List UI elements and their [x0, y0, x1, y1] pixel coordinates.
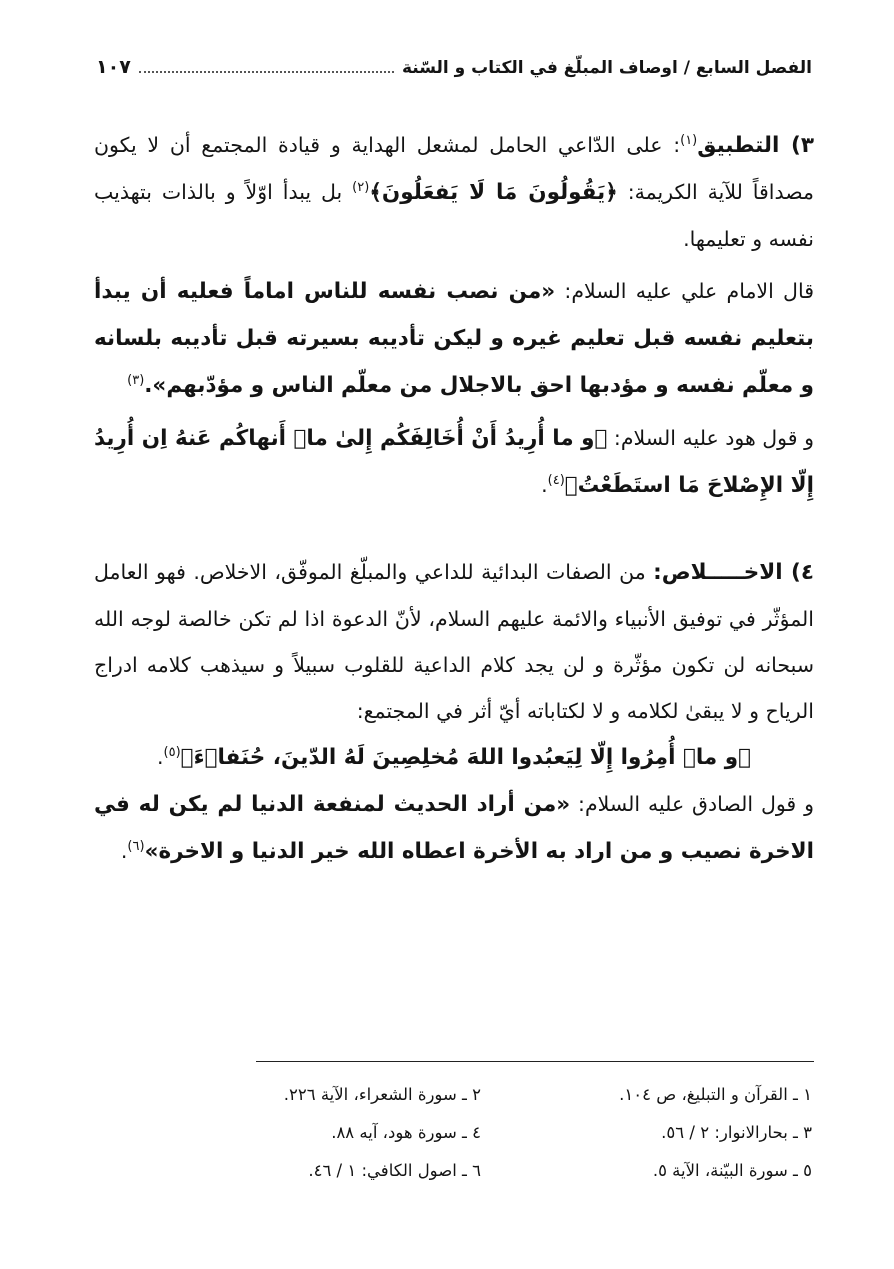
- footnote-ref-6: (٦): [127, 839, 145, 855]
- paragraph-text: بل يبدأ اوّلاً و بالذات بتهذيب نفسه و تعليمها.: [94, 180, 814, 251]
- paragraph-text: : على الدّاعي الحامل لمشعل الهداية و قيادة المجتمع أن لا يكون مصداقاً للآية الكريمة:: [94, 133, 814, 204]
- leader-dots: [139, 61, 394, 73]
- footnote-ref-2: (٢): [352, 180, 370, 196]
- quran-quote: ﴿يَقُولُونَ مَا لَا يَفعَلُونَ﴾: [369, 180, 618, 205]
- footnote-3: ٣ ـ بحارالانوار: ٢ / ٥٦.: [661, 1123, 812, 1142]
- footnote-ref-1: (١): [680, 133, 698, 149]
- quote-intro: و قول الصادق عليه السلام:: [570, 792, 815, 816]
- paragraph-sadiq: [94, 781, 814, 875]
- paragraph-bayyina: [94, 734, 814, 781]
- paragraph-sincerity: [94, 549, 814, 734]
- page-number: ١٠٧: [96, 56, 131, 78]
- chapter-title: الفصل السابع / اوصاف المبلّغ في الكتاب و السّنة: [401, 58, 812, 78]
- paragraph-imam-ali: [94, 268, 814, 409]
- footnote-6: ٦ ـ اصول الكافي: ١ / ٤٦.: [308, 1161, 481, 1180]
- footnote-ref-5: (٥): [163, 745, 181, 761]
- full-stop: .: [541, 473, 548, 497]
- full-stop: .: [120, 839, 128, 863]
- footnote-ref-4: (٤): [547, 473, 565, 489]
- paragraph-text: من الصفات البدائية للداعي والمبلّغ الموفّق، الاخلاص. فهو العامل المؤثّر في توفيق الأنبياء والائمة عليهم السلام، لأنّ الدعوة اذا لم تكن خالصة لوجه الله سبحانه لن تكون مؤثّرة و لن يجد كلام الداعية للقلوب سبيلاً و سيذهب كلامه ادراج الرياح و لا يبقىٰ لكلامه و لا لكتاباته أيّ أثر في المجتمع:: [94, 560, 814, 723]
- quran-quote: ﴿و ما أُرِيدُ أَنْ أُخَالِفَكُم إِلىٰ ماۤ أَنهاكُم عَنهُ اِن أُرِيدُ إِلّا الإِصْلاحَ مَا استَطَعْتُ﴾: [94, 426, 814, 498]
- footnote-4: ٤ ـ سورة هود، آيه ٨٨.: [331, 1123, 481, 1142]
- hadith-quote: «من نصب نفسه للناس اماماً فعليه أن يبدأ بتعليم نفسه قبل تعليم غيره و ليكن تأديبه بسيرته قبل تأديبه بلسانه و معلّم نفسه و مؤدبها احق بالاجلال من معلّم الناس و مؤدّبهم».: [94, 279, 814, 398]
- main-text: [94, 122, 814, 875]
- quran-quote: ﴿و ماۤ أُمِرُوا إِلّا لِيَعبُدوا اللهَ مُخلِصِينَ لَهُ الدّينَ، حُنَفاۤءَ﴾: [180, 745, 751, 770]
- footnote-1: ١ ـ القرآن و التبليغ، ص ١٠٤.: [619, 1085, 812, 1104]
- footnote-separator: [256, 1061, 814, 1062]
- quote-intro: قال الامام علي عليه السلام:: [555, 279, 814, 303]
- quote-intro: و قول هود عليه السلام:: [607, 426, 814, 450]
- footnote-2: ٢ ـ سورة الشعراء، الآية ٢٢٦.: [283, 1085, 481, 1104]
- hadith-quote: «من أراد الحديث لمنفعة الدنيا لم يكن له في الاخرة نصيب و من اراد به الأخرة اعطاه الله خير الدنيا و الاخرة»: [94, 792, 814, 864]
- section-heading-sincerity: ٤) الاخـــــلاص:: [653, 560, 814, 585]
- footnotes: [150, 1080, 812, 1186]
- section-heading-application: ٣) التطبيق: [697, 133, 814, 158]
- paragraph-hud: [94, 415, 814, 509]
- full-stop: .: [157, 745, 164, 769]
- footnote-ref-3: (٣): [127, 373, 145, 389]
- running-header: [96, 56, 812, 86]
- paragraph-application: [94, 122, 814, 262]
- footnote-5: ٥ ـ سورة البيّنة، الآية ٥.: [652, 1161, 812, 1180]
